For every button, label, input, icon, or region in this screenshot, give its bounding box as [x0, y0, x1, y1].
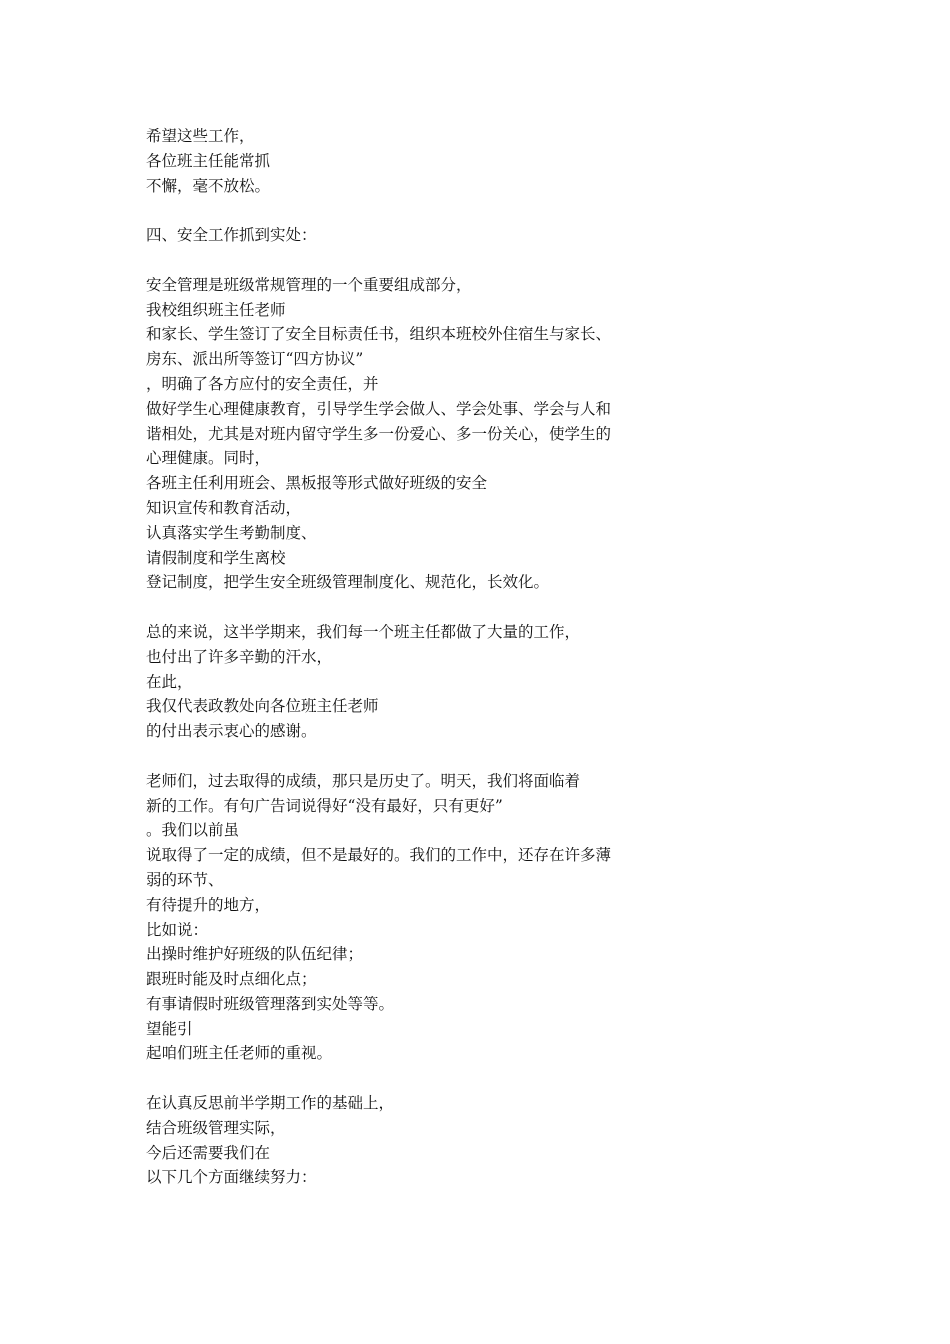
text-line: 。我们以前虽: [146, 821, 240, 840]
text-line: 以下几个方面继续努力：: [146, 1168, 317, 1187]
paragraph: [146, 769, 706, 1067]
text-line: 各位班主任能常抓: [146, 151, 271, 170]
paragraph: [146, 223, 706, 248]
text-line: 总的来说，这半学期来，我们每一个班主任都做了大量的工作，: [146, 622, 581, 641]
text-line: 有待提升的地方，: [146, 895, 271, 914]
text-line: 弱的环节、: [146, 870, 224, 889]
text-line: 请假制度和学生离校: [146, 548, 286, 567]
text-line: 我仅代表政教处向各位班主任老师: [146, 697, 379, 716]
text-line: 不懈，毫不放松。: [146, 176, 271, 195]
paragraph: [146, 124, 706, 198]
text-line: 比如说：: [146, 920, 209, 939]
text-line: 房东、派出所等签订“四方协议”: [146, 350, 364, 369]
document-body: [146, 124, 706, 1215]
text-line: 希望这些工作，: [146, 127, 255, 145]
text-line: 出操时维护好班级的队伍纪律；: [146, 945, 364, 964]
text-line: 登记制度，把学生安全班级管理制度化、规范化，长效化。: [146, 573, 550, 592]
text-line: 四、安全工作抓到实处：: [146, 226, 317, 245]
text-line: ，明确了各方应付的安全责任，并: [146, 374, 379, 393]
text-line: 认真落实学生考勤制度、: [146, 523, 317, 542]
text-line: 安全管理是班级常规管理的一个重要组成部分，: [146, 275, 472, 294]
paragraph: [146, 620, 706, 744]
text-line: 知识宣传和教育活动，: [146, 498, 302, 517]
text-line: 新的工作。有句广告词说得好“没有最好，只有更好”: [146, 796, 503, 815]
text-line: 的付出表示衷心的感谢。: [146, 722, 317, 741]
text-line: 在认真反思前半学期工作的基础上，: [146, 1094, 395, 1113]
text-line: 今后还需要我们在: [146, 1143, 271, 1162]
text-line: 跟班时能及时点细化点；: [146, 970, 317, 989]
text-line: 在此，: [146, 672, 193, 691]
text-line: 起咱们班主任老师的重视。: [146, 1044, 333, 1063]
text-line: 各班主任利用班会、黑板报等形式做好班级的安全: [146, 474, 488, 493]
text-line: 望能引: [146, 1019, 193, 1038]
text-line: 和家长、学生签订了安全目标责任书，组织本班校外住宿生与家长、: [146, 325, 612, 344]
text-line: 心理健康。同时，: [146, 449, 271, 468]
text-line: 做好学生心理健康教育，引导学生学会做人、学会处事、学会与人和: [146, 399, 612, 418]
text-line: 有事请假时班级管理落到实处等等。: [146, 994, 395, 1013]
paragraph: [146, 1091, 706, 1190]
text-line: 谐相处，尤其是对班内留守学生多一份爱心、多一份关心，使学生的: [146, 424, 612, 443]
text-line: 结合班级管理实际，: [146, 1118, 286, 1137]
text-line: 老师们，过去取得的成绩，那只是历史了。明天，我们将面临着: [146, 771, 581, 790]
text-line: 我校组织班主任老师: [146, 300, 286, 319]
text-line: 说取得了一定的成绩，但不是最好的。我们的工作中，还存在许多薄: [146, 846, 612, 865]
paragraph: [146, 273, 706, 595]
text-line: 也付出了许多辛勤的汗水，: [146, 647, 333, 666]
